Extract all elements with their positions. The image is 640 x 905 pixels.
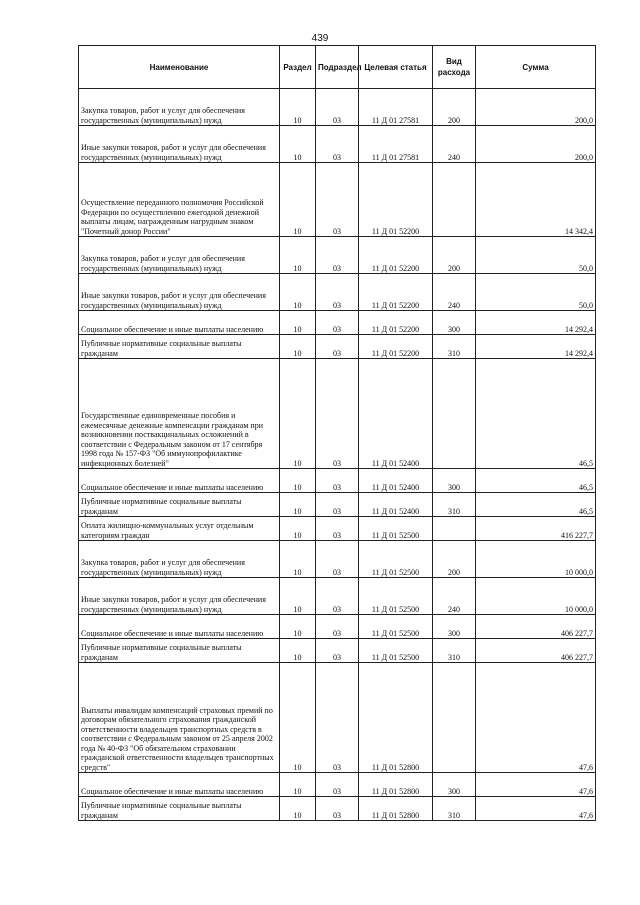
row-subsection: 03 xyxy=(316,639,359,663)
table-row xyxy=(79,615,596,639)
page-number: 439 xyxy=(311,33,329,44)
header-sum: Сумма xyxy=(476,46,596,89)
row-sum: 14 342,4 xyxy=(476,163,596,237)
row-target: 11 Д 01 27581 xyxy=(359,126,433,163)
row-name: Социальное обеспечение и иные выплаты населению xyxy=(79,311,280,335)
row-type: 300 xyxy=(433,615,476,639)
row-name: Иные закупки товаров, работ и услуг для обеспечения государственных (муниципальных) нужд xyxy=(79,578,280,615)
table-row xyxy=(79,359,596,469)
row-sum: 47,6 xyxy=(476,773,596,797)
row-section: 10 xyxy=(280,773,316,797)
row-name: Социальное обеспечение и иные выплаты населению xyxy=(79,615,280,639)
row-target: 11 Д 01 52200 xyxy=(359,237,433,274)
row-section: 10 xyxy=(280,663,316,773)
row-sum: 406 227,7 xyxy=(476,615,596,639)
row-section: 10 xyxy=(280,335,316,359)
row-subsection: 03 xyxy=(316,89,359,126)
table-row xyxy=(79,335,596,359)
row-target: 11 Д 01 52200 xyxy=(359,274,433,311)
row-type: 200 xyxy=(433,541,476,578)
table-row xyxy=(79,89,596,126)
row-section: 10 xyxy=(280,797,316,821)
row-target: 11 Д 01 52500 xyxy=(359,541,433,578)
row-section: 10 xyxy=(280,359,316,469)
row-sum: 14 292,4 xyxy=(476,311,596,335)
row-name: Выплаты инвалидам компенсаций страховых премий по договорам обязательного страхования гражданской ответственности владельцев транспортных средств в соответствии с Федеральным законом от 25 апреля 2002 года № 40-ФЗ "Об обязательном страховании гражданской ответственности владельцев транспортных средств" xyxy=(79,663,280,773)
row-target: 11 Д 01 52500 xyxy=(359,615,433,639)
row-target: 11 Д 01 52200 xyxy=(359,311,433,335)
row-sum: 47,6 xyxy=(476,663,596,773)
row-subsection: 03 xyxy=(316,615,359,639)
table-header-row xyxy=(79,46,596,89)
table-row xyxy=(79,578,596,615)
row-sum: 46,5 xyxy=(476,493,596,517)
row-target: 11 Д 01 52800 xyxy=(359,797,433,821)
row-name: Иные закупки товаров, работ и услуг для обеспечения государственных (муниципальных) нужд xyxy=(79,274,280,311)
row-target: 11 Д 01 52800 xyxy=(359,773,433,797)
row-type xyxy=(433,163,476,237)
table-row xyxy=(79,311,596,335)
row-subsection: 03 xyxy=(316,311,359,335)
row-type: 240 xyxy=(433,578,476,615)
row-type: 300 xyxy=(433,773,476,797)
row-section: 10 xyxy=(280,126,316,163)
row-name: Закупка товаров, работ и услуг для обеспечения государственных (муниципальных) нужд xyxy=(79,89,280,126)
row-target: 11 Д 01 52400 xyxy=(359,469,433,493)
row-sum: 10 000,0 xyxy=(476,578,596,615)
header-name: Наименование xyxy=(79,46,280,89)
row-subsection: 03 xyxy=(316,335,359,359)
row-target: 11 Д 01 52800 xyxy=(359,663,433,773)
row-type xyxy=(433,517,476,541)
row-name: Публичные нормативные социальные выплаты гражданам xyxy=(79,493,280,517)
row-name: Оплата жилищно-коммунальных услуг отдельным категориям граждан xyxy=(79,517,280,541)
row-target: 11 Д 01 52400 xyxy=(359,359,433,469)
row-name: Социальное обеспечение и иные выплаты населению xyxy=(79,469,280,493)
row-subsection: 03 xyxy=(316,359,359,469)
row-subsection: 03 xyxy=(316,237,359,274)
row-subsection: 03 xyxy=(316,126,359,163)
row-subsection: 03 xyxy=(316,541,359,578)
row-sum: 200,0 xyxy=(476,126,596,163)
row-section: 10 xyxy=(280,274,316,311)
row-name: Публичные нормативные социальные выплаты гражданам xyxy=(79,797,280,821)
header-type: Вид расхода xyxy=(433,46,476,89)
row-name: Закупка товаров, работ и услуг для обеспечения государственных (муниципальных) нужд xyxy=(79,237,280,274)
row-sum: 50,0 xyxy=(476,274,596,311)
row-type: 310 xyxy=(433,797,476,821)
row-subsection: 03 xyxy=(316,773,359,797)
table-row xyxy=(79,469,596,493)
row-type: 310 xyxy=(433,335,476,359)
row-name: Социальное обеспечение и иные выплаты населению xyxy=(79,773,280,797)
row-sum: 406 227,7 xyxy=(476,639,596,663)
table-row xyxy=(79,663,596,773)
row-type xyxy=(433,359,476,469)
row-name: Закупка товаров, работ и услуг для обеспечения государственных (муниципальных) нужд xyxy=(79,541,280,578)
row-target: 11 Д 01 52500 xyxy=(359,639,433,663)
table-row xyxy=(79,517,596,541)
row-section: 10 xyxy=(280,89,316,126)
row-type: 300 xyxy=(433,311,476,335)
row-sum: 10 000,0 xyxy=(476,541,596,578)
row-section: 10 xyxy=(280,615,316,639)
row-target: 11 Д 01 52200 xyxy=(359,335,433,359)
header-subsection: Подраздел xyxy=(316,46,359,89)
row-type: 300 xyxy=(433,469,476,493)
row-type xyxy=(433,663,476,773)
row-subsection: 03 xyxy=(316,163,359,237)
table-row xyxy=(79,274,596,311)
row-sum: 14 292,4 xyxy=(476,335,596,359)
row-subsection: 03 xyxy=(316,493,359,517)
row-type: 200 xyxy=(433,89,476,126)
row-name: Иные закупки товаров, работ и услуг для обеспечения государственных (муниципальных) нужд xyxy=(79,126,280,163)
table-row xyxy=(79,126,596,163)
header-target: Целевая статья xyxy=(359,46,433,89)
row-section: 10 xyxy=(280,469,316,493)
row-subsection: 03 xyxy=(316,663,359,773)
row-section: 10 xyxy=(280,311,316,335)
row-type: 200 xyxy=(433,237,476,274)
row-section: 10 xyxy=(280,517,316,541)
table-row xyxy=(79,237,596,274)
row-sum: 47,6 xyxy=(476,797,596,821)
row-sum: 50,0 xyxy=(476,237,596,274)
row-target: 11 Д 01 52200 xyxy=(359,163,433,237)
row-sum: 200,0 xyxy=(476,89,596,126)
table-row xyxy=(79,639,596,663)
row-sum: 416 227,7 xyxy=(476,517,596,541)
row-type: 240 xyxy=(433,274,476,311)
row-subsection: 03 xyxy=(316,797,359,821)
row-subsection: 03 xyxy=(316,578,359,615)
row-name: Осуществление переданного полномочия Российской Федерации по осуществлению ежегодной денежной выплаты лицам, награжденным нагрудным знаком "Почетный донор России" xyxy=(79,163,280,237)
row-subsection: 03 xyxy=(316,469,359,493)
row-section: 10 xyxy=(280,493,316,517)
table-row xyxy=(79,163,596,237)
row-type: 240 xyxy=(433,126,476,163)
table-row xyxy=(79,773,596,797)
row-subsection: 03 xyxy=(316,517,359,541)
table-row xyxy=(79,797,596,821)
row-section: 10 xyxy=(280,578,316,615)
row-name: Публичные нормативные социальные выплаты гражданам xyxy=(79,639,280,663)
row-sum: 46,5 xyxy=(476,359,596,469)
row-target: 11 Д 01 52500 xyxy=(359,517,433,541)
row-target: 11 Д 01 27581 xyxy=(359,89,433,126)
table-row xyxy=(79,541,596,578)
row-subsection: 03 xyxy=(316,274,359,311)
row-target: 11 Д 01 52400 xyxy=(359,493,433,517)
row-section: 10 xyxy=(280,639,316,663)
row-section: 10 xyxy=(280,163,316,237)
row-type: 310 xyxy=(433,493,476,517)
row-name: Государственные единовременные пособия и ежемесячные денежные компенсации гражданам при возникновении поствакцинальных осложнений в соответствии с Федеральным законом от 17 сентября 1998 года № 157-ФЗ "Об иммунопрофилактике инфекционных болезней" xyxy=(79,359,280,469)
row-type: 310 xyxy=(433,639,476,663)
table-row xyxy=(79,493,596,517)
row-target: 11 Д 01 52500 xyxy=(359,578,433,615)
row-section: 10 xyxy=(280,541,316,578)
row-sum: 46,5 xyxy=(476,469,596,493)
row-section: 10 xyxy=(280,237,316,274)
row-name: Публичные нормативные социальные выплаты гражданам xyxy=(79,335,280,359)
header-section: Раздел xyxy=(280,46,316,89)
budget-table xyxy=(78,45,596,821)
